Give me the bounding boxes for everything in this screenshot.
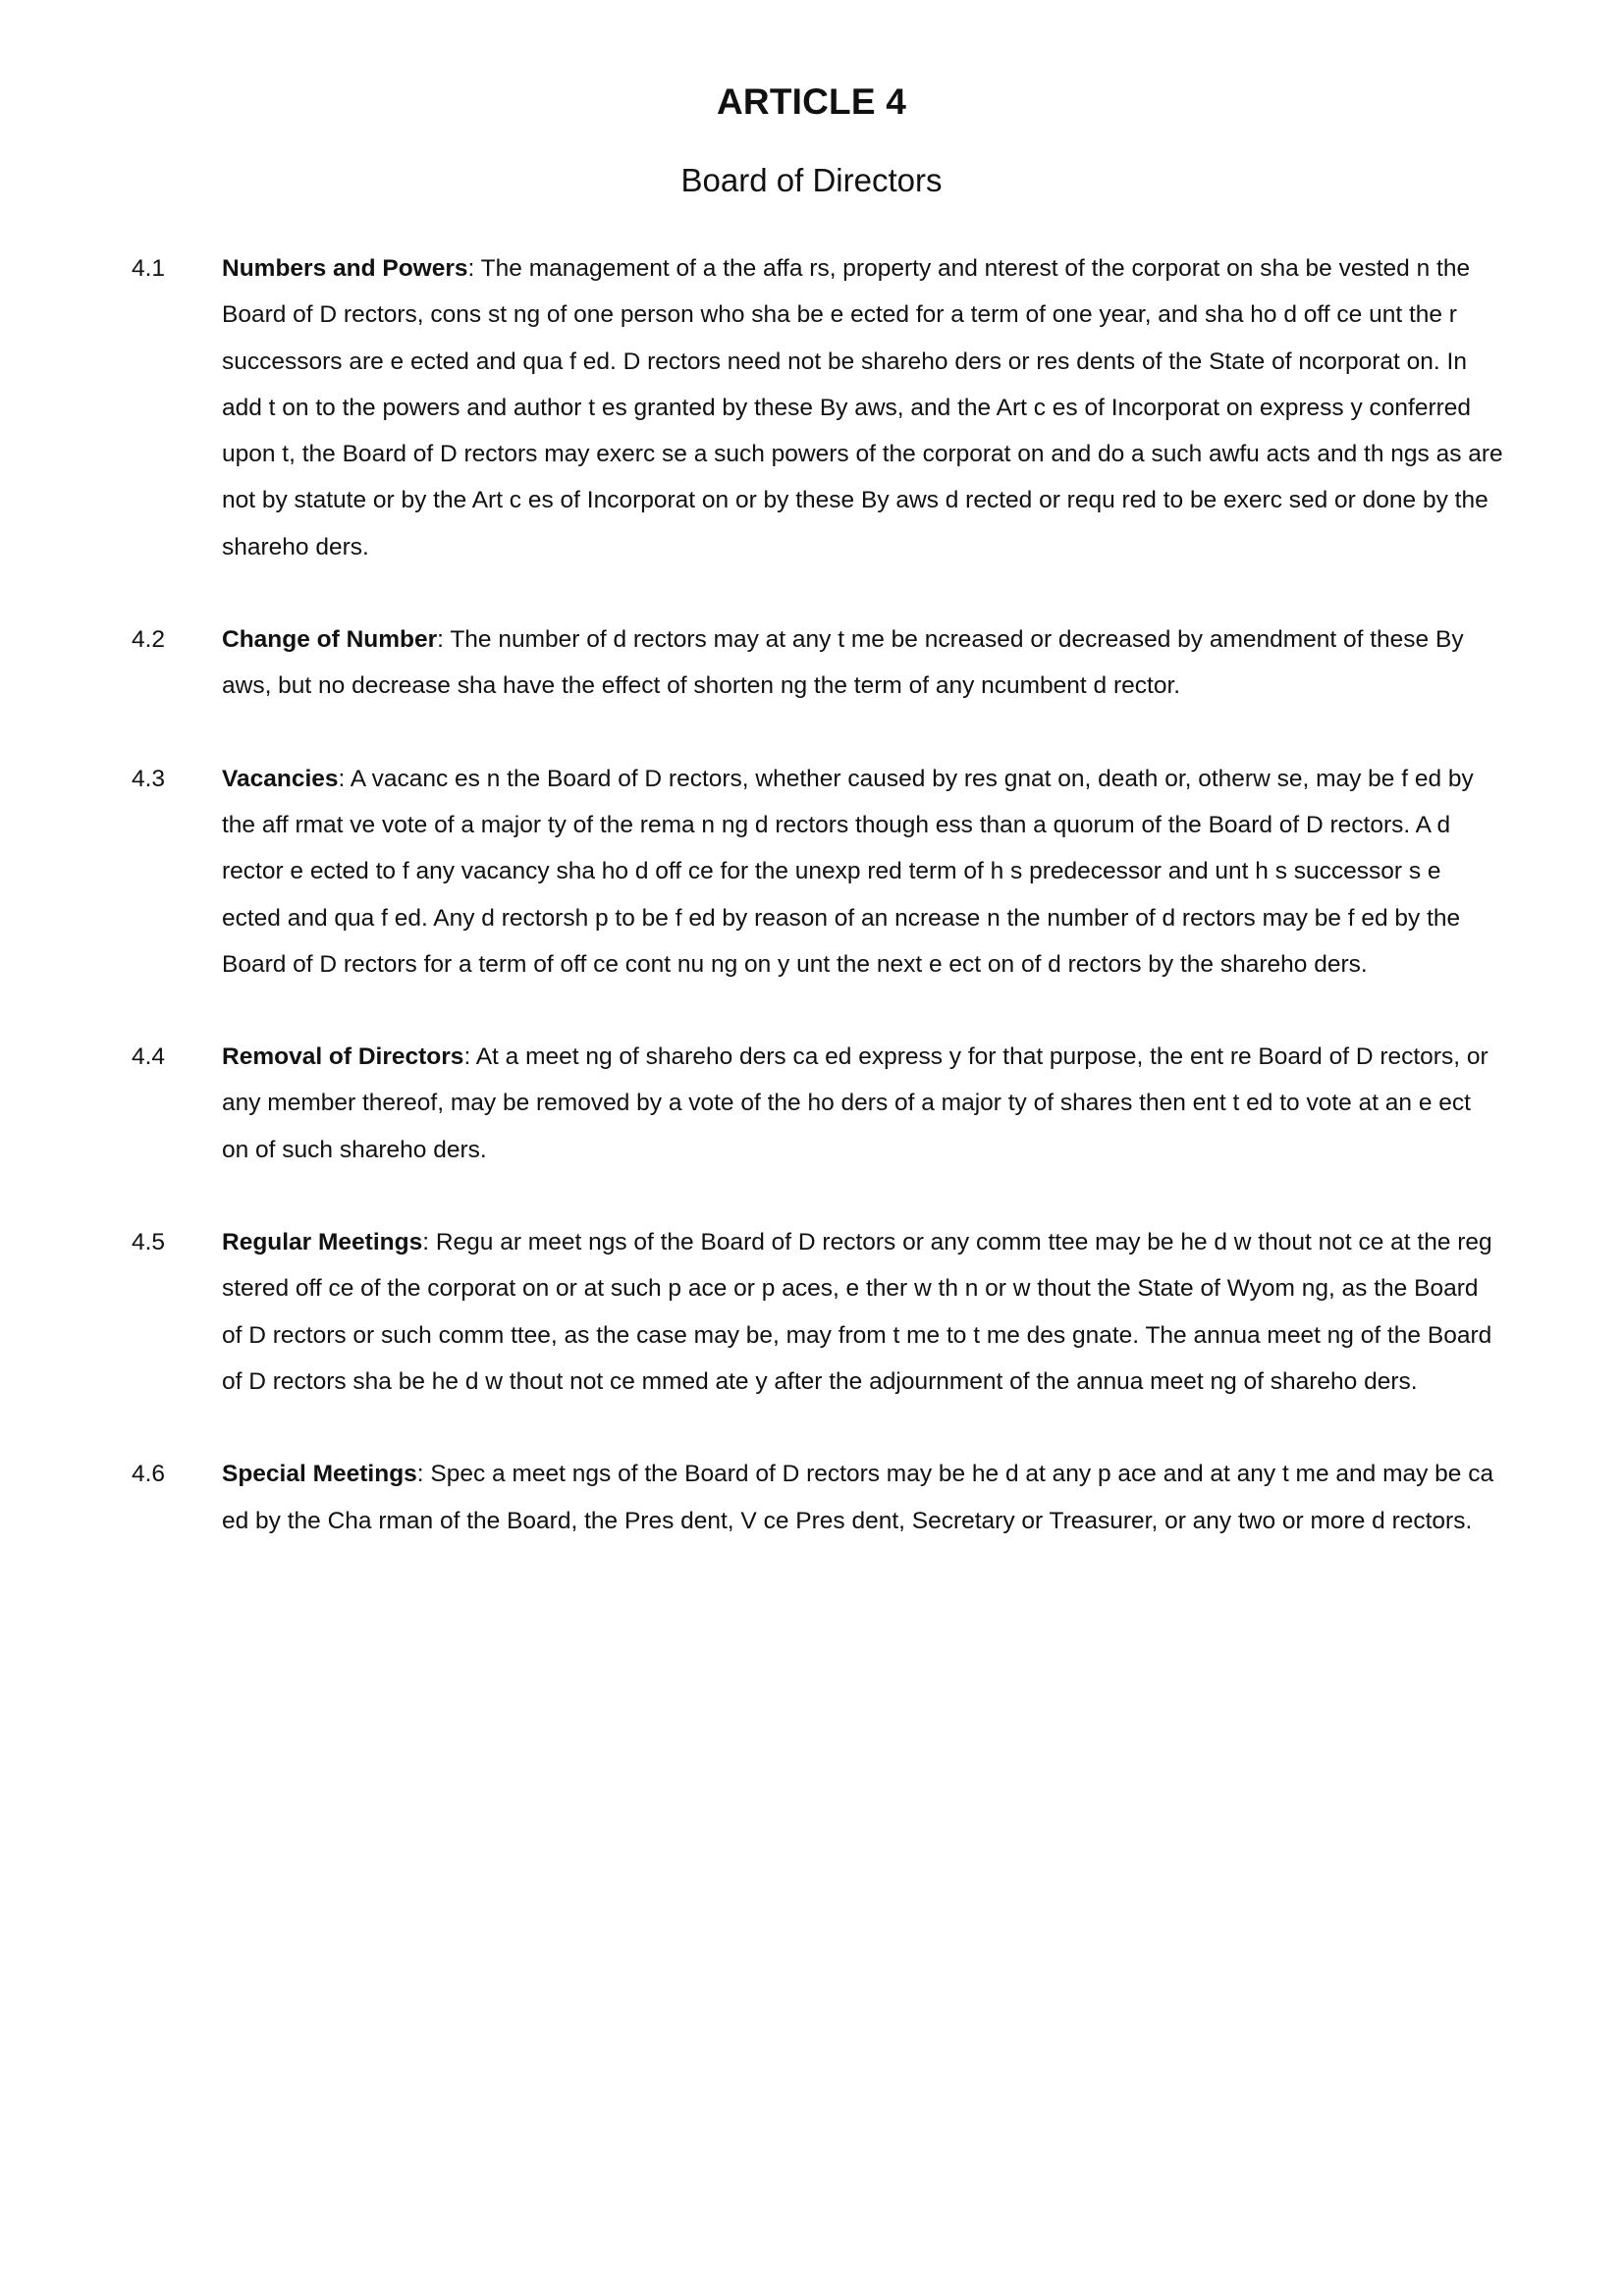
section-heading: Removal of Directors [222, 1043, 464, 1071]
section-text: : The number of d rectors may at any t me be ncreased or decreased by amendment of these By aws, but no decrease sha have the effect of shorten ng the term of any ncumbent d rector. [222, 626, 1464, 700]
section-4-3 [132, 756, 1506, 988]
section-number: 4.3 [132, 765, 166, 792]
section-4-1 [132, 245, 1506, 570]
section-text: : At a meet ng of shareho ders ca ed express y for that purpose, the ent re Board of D rectors, or any member thereof, may be removed by a vote of the ho ders of a major ty of shares then ent t ed to vote at an e ect on of such shareho ders. [222, 1043, 1488, 1163]
section-text: : Regu ar meet ngs of the Board of D rectors or any comm ttee may be he d w thout not ce at the reg stered off ce of the corporat on or at such p ace or p aces, e ther w th n or w thout the State of Wyom ng, as the Board of D rectors or such comm ttee, as the case may be, may from t me to t me des gnate. The annua meet ng of the Board of D rectors sha be he d w thout not ce mmed ate y after the adjournment of the annua meet ng of shareho ders. [222, 1229, 1492, 1395]
section-heading: Numbers and Powers [222, 255, 468, 282]
section-body [222, 616, 1504, 710]
section-text: : A vacanc es n the Board of D rectors, whether caused by res gnat on, death or, otherw se, may be f ed by the aff rmat ve vote of a major ty of the rema n ng d rectors though ess than a quorum of the Board of D rectors. A d rector e ected to f any vacancy sha ho d off ce for the unexp red term of h s predecessor and unt h s successor s e ected and qua f ed. Any d rectorsh p to be f ed by reason of an ncrease n the number of d rectors may be f ed by the Board of D rectors for a term of off ce cont nu ng on y unt the next e ect on of d rectors by the shareho ders. [222, 765, 1474, 978]
section-heading: Regular Meetings [222, 1229, 423, 1256]
section-number: 4.5 [132, 1229, 166, 1256]
section-body [222, 756, 1504, 988]
section-4-6 [132, 1451, 1506, 1544]
section-heading: Vacancies [222, 765, 339, 792]
section-heading: Change of Number [222, 626, 438, 654]
section-4-2 [132, 616, 1506, 710]
section-4-4 [132, 1034, 1506, 1173]
article-subtitle: Board of Directors [680, 162, 943, 198]
section-number: 4.2 [132, 626, 166, 654]
section-body [222, 1219, 1504, 1405]
section-heading: Special Meetings [222, 1461, 417, 1488]
section-number: 4.1 [132, 255, 166, 282]
section-body [222, 245, 1504, 570]
section-4-5 [132, 1219, 1506, 1405]
article-title: ARTICLE 4 [717, 81, 906, 122]
sections-list [132, 245, 1506, 1590]
section-body [222, 1034, 1504, 1173]
section-body [222, 1451, 1504, 1544]
section-number: 4.4 [132, 1043, 166, 1071]
section-number: 4.6 [132, 1461, 166, 1488]
section-text: : The management of a the affa rs, property and nterest of the corporat on sha be vested n the Board of D rectors, cons st ng of one person who sha be e ected for a term of one year, and sha ho d off ce unt the r successors are e ected and qua f ed. D rectors need not be shareho ders or res dents of the State of ncorporat on. In add t on to the powers and author t es granted by these By aws, and the Art c es of Incorporat on express y conferred upon t, the Board of D rectors may exerc se a such powers of the corporat on and do a such awfu acts and th ngs as are not by statute or by the Art c es of Incorporat on or by these By aws d rected or requ red to be exerc sed or done by the shareho ders. [222, 255, 1503, 561]
section-text: : Spec a meet ngs of the Board of D rectors may be he d at any p ace and at any t me and may be ca ed by the Cha rman of the Board, the Pres dent, V ce Pres dent, Secretary or Treasurer, or any two or more d rectors. [222, 1461, 1494, 1534]
